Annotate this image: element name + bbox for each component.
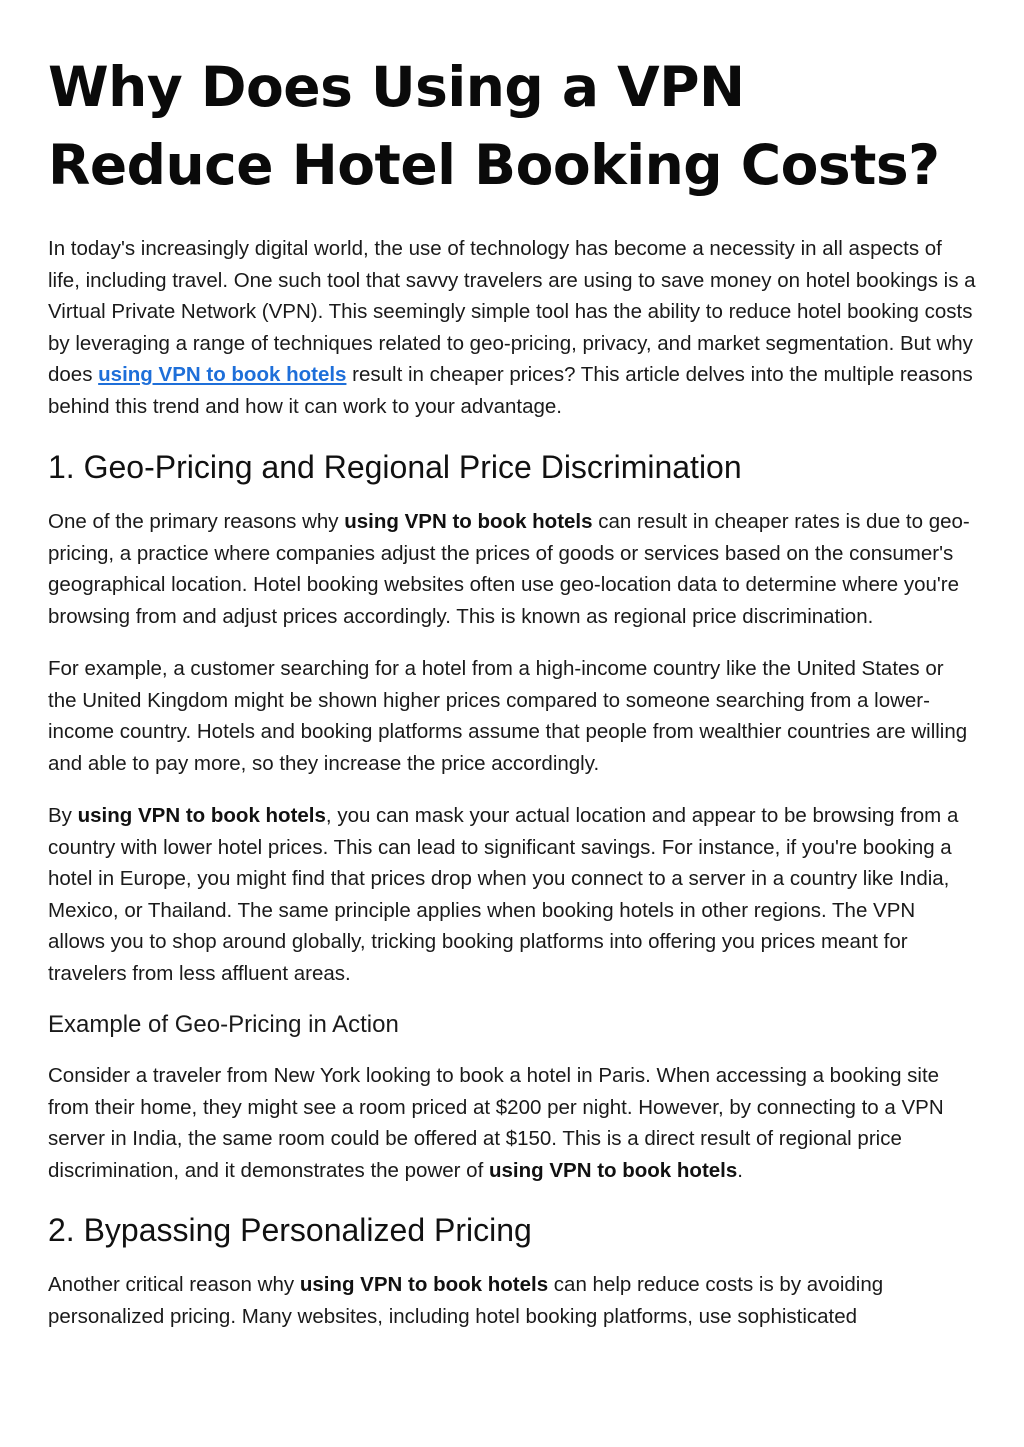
paragraph-text: can result in cheaper rates is due to geo-pricing, a practice where companies adjust the prices of goods or services based on the consumer's geographical location. Hotel booking websites often use geo-location data to determine where you're browsing from and adjust prices accordingly. This is known as regional price discrimination. — [48, 510, 970, 628]
bold-keyword: using VPN to book hotels — [344, 510, 593, 533]
section-heading-geo-pricing: 1. Geo-Pricing and Regional Price Discrimination — [48, 449, 742, 485]
paragraph-text: One of the primary reasons why — [48, 510, 345, 533]
geo-pricing-paragraph-3 — [48, 800, 976, 989]
bold-keyword: using VPN to book hotels — [488, 1158, 738, 1182]
paragraph-text: , you can mask your actual location and appear to be browsing from a country with lower hotel prices. This can lead to significant savings. For instance, if you're booking a hotel in Europe, you might find that prices drop when you connect to a server in a country like India, Mexico, or Thailand. The same principle applies when booking hotels in other regions. The VPN allows you to shop around globally, tricking booking platforms into offering you prices meant for travelers from less affluent areas. — [48, 804, 959, 985]
paragraph-text: can help reduce costs is by avoiding personalized pricing. Many websites, including hotel booking platforms, use sophisticated — [48, 1273, 884, 1328]
page-title: Why Does Using a VPN Reduce Hotel Booking Costs? — [48, 55, 940, 197]
subheading-geo-pricing-example: Example of Geo-Pricing in Action — [48, 1011, 399, 1038]
paragraph-text: Another critical reason why — [48, 1273, 300, 1296]
geo-pricing-paragraph-2: For example, a customer searching for a hotel from a high-income country like the United States or the United Kingdom might be shown higher prices compared to someone searching from a lower-income country. Hotels and booking platforms assume that people from wealthier countries are willing and able to pay more, so they increase the price accordingly. — [48, 657, 968, 775]
vpn-booking-link[interactable]: using VPN to book hotels — [98, 363, 347, 386]
bold-keyword: using VPN to book hotels — [77, 804, 326, 827]
paragraph-text: Consider a traveler from New York looking to book a hotel in Paris. When accessing a booking site from their home, they might see a room priced at $200 per night. However, by connecting to a VPN server in India, the same room could be offered at $150. This is a direct result of regional price discrimination, and it demonstrates the power of — [48, 1064, 944, 1182]
intro-text-2: result in cheaper prices? This article delves into the multiple reasons behind this trend and how it can work to your advantage. — [48, 363, 973, 418]
geo-pricing-example-paragraph — [48, 1060, 976, 1186]
section-heading-personalized-pricing: 2. Bypassing Personalized Pricing — [48, 1212, 532, 1248]
geo-pricing-paragraph-1 — [48, 506, 976, 632]
bold-keyword: using VPN to book hotels — [299, 1273, 549, 1296]
paragraph-text: . — [737, 1158, 743, 1182]
intro-paragraph — [48, 233, 976, 422]
intro-text-1: In today's increasingly digital world, the use of technology has become a necessity in all aspects of life, including travel. One such tool that savvy travelers are using to save money on hotel bookings is a Virtual Private Network (VPN). This seemingly simple tool has the ability to reduce hotel booking costs by leveraging a range of techniques related to geo-pricing, privacy, and market segmentation. But why does — [48, 237, 976, 386]
paragraph-text: By — [48, 804, 78, 827]
personalized-pricing-paragraph-1 — [48, 1269, 976, 1332]
